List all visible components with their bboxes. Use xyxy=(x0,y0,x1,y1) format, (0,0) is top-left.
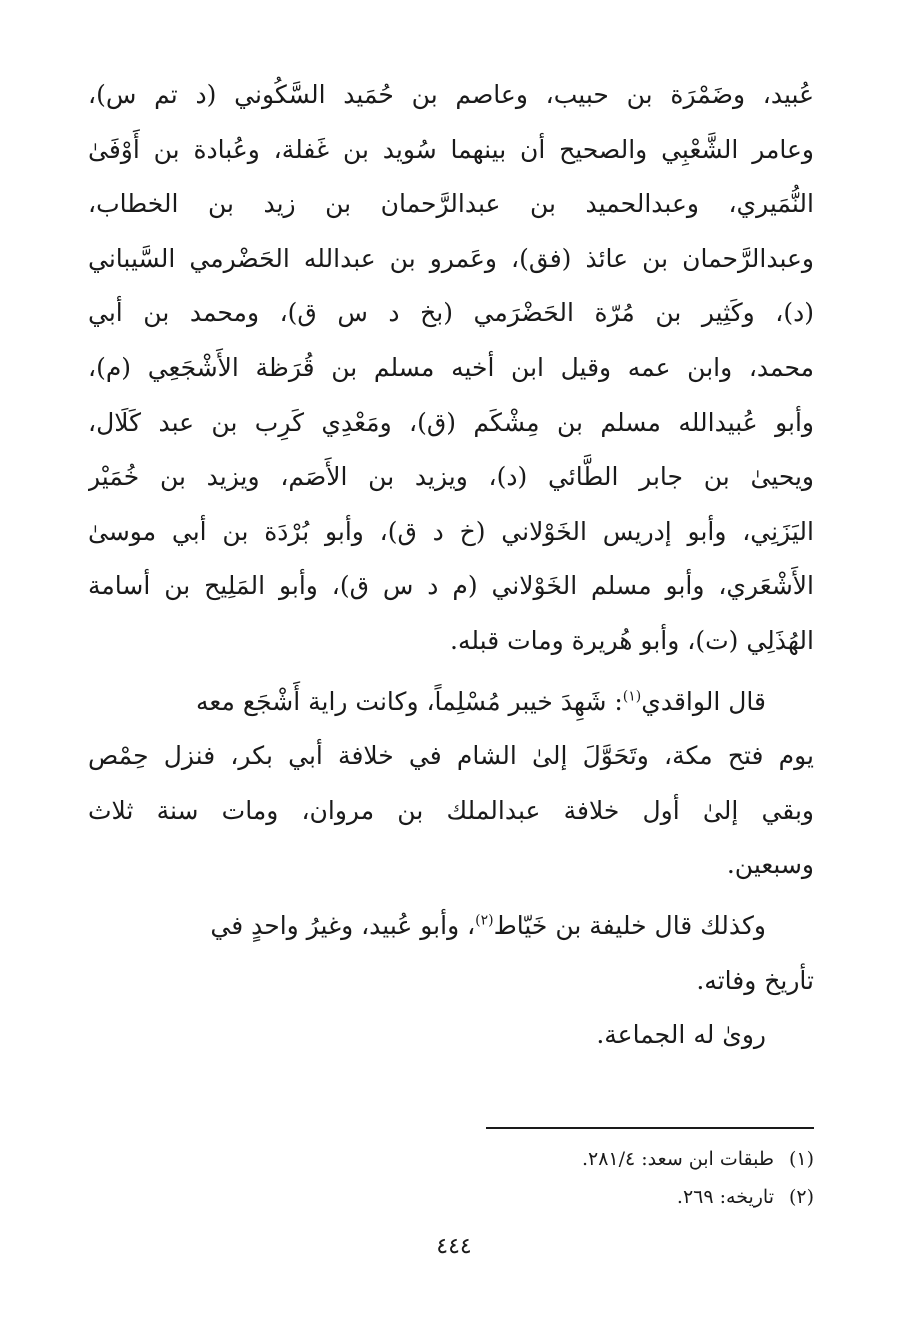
page-number: ٤٤٤ xyxy=(436,1234,472,1259)
text-line: النُّمَيري، وعبدالحميد بن عبدالرَّحمان بن زيد بن الخطاب، xyxy=(88,189,814,219)
text-line: روىٰ له الجماعة. xyxy=(596,1020,766,1050)
main-text xyxy=(88,68,814,1063)
footnote-ref-1[interactable]: (١) xyxy=(622,688,642,705)
text-line xyxy=(88,899,814,954)
text-line: اليَزَنِي، وأبو إدريس الخَوْلاني (خ د ق)، وأبو بُرْدَة بن أبي موسىٰ xyxy=(88,516,814,546)
footnote-number: (٢) xyxy=(788,1186,814,1208)
text-line: تأريخ وفاته. xyxy=(696,965,814,995)
text-line: وأبو عُبيدالله مسلم بن مِشْكَم (ق)، ومَعْدِي كَرِب بن عبد كَلَال، xyxy=(88,407,814,437)
paragraph-text: : شَهِدَ خيبر مُسْلِماً، وكانت راية أَشْجَع معه xyxy=(196,686,623,716)
paragraph-lead: قال الواقدي xyxy=(641,686,766,716)
text-line xyxy=(88,675,814,730)
text-line: الهُذَلِي (ت)، وأبو هُريرة ومات قبله. xyxy=(450,625,814,655)
text-line: محمد، وابن عمه وقيل ابن أخيه مسلم بن قُرَظة الأَشْجَعِي (م)، xyxy=(88,352,814,382)
footnote-1 xyxy=(300,1140,814,1178)
footnote-ref-2[interactable]: (٢) xyxy=(475,912,494,929)
text-line: ويحيىٰ بن جابر الطَّائي (د)، ويزيد بن الأَصَم، ويزيد بن خُمَيْر xyxy=(88,462,814,492)
paragraph-lead: وكذلك قال خليفة بن خَيّاط xyxy=(493,910,766,940)
footnote-number: (١) xyxy=(788,1148,814,1170)
text-line: وسبعين. xyxy=(726,850,814,880)
text-line: يوم فتح مكة، وتَحَوَّلَ إلىٰ الشام في خلافة أبي بكر، فنزل حِمْص xyxy=(88,741,814,771)
footnote-2 xyxy=(300,1178,814,1216)
text-line: وعامر الشَّعْبِي والصحيح أن بينهما سُويد بن غَفلة، وعُبادة بن أَوْفَىٰ xyxy=(88,134,814,164)
footnote-divider xyxy=(486,1127,814,1129)
text-line: وعبدالرَّحمان بن عائذ (فق)، وعَمرو بن عبدالله الحَضْرمي السَّيباني xyxy=(88,243,814,273)
text-line: عُبيد، وضَمْرَة بن حبيب، وعاصم بن حُمَيد السَّكُوني (د تم س)، xyxy=(88,80,814,109)
text-line: الأَشْعَري، وأبو مسلم الخَوْلاني (م د س ق)، وأبو المَلِيح بن أسامة xyxy=(88,571,814,601)
footnote-text: تاريخه: ٢٦٩. xyxy=(676,1186,774,1208)
footnotes xyxy=(300,1140,814,1216)
text-line: وبقي إلىٰ أول خلافة عبدالملك بن مروان، ومات سنة ثلاث xyxy=(88,795,814,825)
paragraph-text: ، وأبو عُبيد، وغيرُ واحدٍ في xyxy=(210,910,476,940)
text-line: (د)، وكَثِير بن مُرّة الحَضْرَمي (بخ د س ق)، ومحمد بن أبي xyxy=(88,298,814,328)
footnote-text: طبقات ابن سعد: ٢٨١/٤. xyxy=(581,1148,774,1170)
